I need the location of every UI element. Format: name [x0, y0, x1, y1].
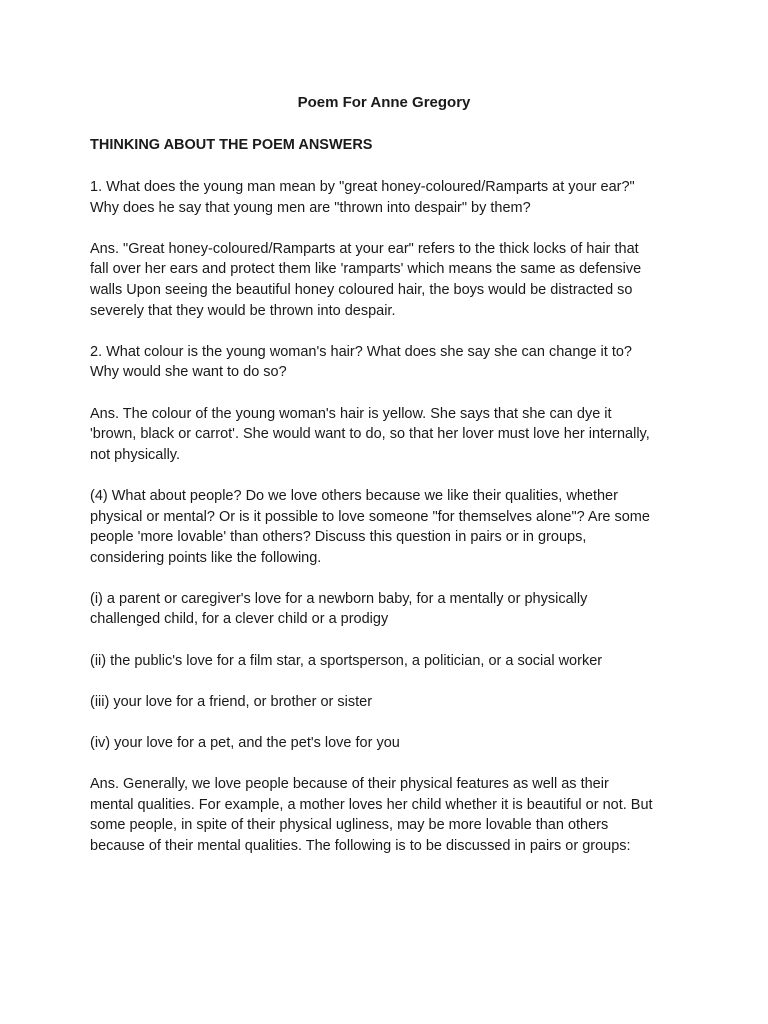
text-line: Ans. "Great honey-coloured/Ramparts at your ear" refers to the thick locks of hair that — [90, 240, 639, 257]
document-body — [90, 177, 690, 877]
text-line: considering points like the following. — [90, 549, 322, 566]
text-line: some people, in spite of their physical ugliness, may be more lovable than others — [90, 817, 609, 834]
paragraph — [90, 774, 690, 856]
text-line: fall over her ears and protect them like 'ramparts' which means the same as defensive — [90, 261, 642, 278]
text-line: Ans. Generally, we love people because of their physical features as well as their — [90, 776, 609, 793]
text-line: 2. What colour is the young woman's hair? What does she say she can change it to? — [90, 343, 632, 360]
text-line: (iv) your love for a pet, and the pet's love for you — [90, 735, 400, 752]
text-line: Why does he say that young men are "thrown into despair" by them? — [90, 199, 531, 216]
paragraph — [90, 342, 690, 383]
text-line: (iii) your love for a friend, or brother or sister — [90, 693, 373, 710]
document-title: Poem For Anne Gregory — [297, 94, 471, 111]
section-heading: THINKING ABOUT THE POEM ANSWERS — [90, 137, 373, 153]
text-line: (4) What about people? Do we love others because we like their qualities, whether — [90, 487, 618, 504]
paragraph — [90, 486, 690, 568]
text-line: 'brown, black or carrot'. She would want to do, so that her lover must love her internally, — [90, 426, 650, 443]
text-line: walls Upon seeing the beautiful honey coloured hair, the boys would be distracted so — [90, 281, 633, 298]
paragraph — [90, 651, 690, 672]
text-line: physical or mental? Or is it possible to love someone "for themselves alone"? Are some — [90, 508, 650, 525]
text-line: (i) a parent or caregiver's love for a newborn baby, for a mentally or physically — [90, 590, 588, 607]
text-line: because of their mental qualities. The following is to be discussed in pairs or groups: — [90, 838, 631, 854]
text-line: mental qualities. For example, a mother loves her child whether it is beautiful or not. But — [90, 796, 653, 813]
paragraph — [90, 239, 690, 321]
text-line: Why would she want to do so? — [90, 364, 287, 381]
paragraph — [90, 589, 690, 630]
paragraph — [90, 733, 690, 754]
text-line: (ii) the public's love for a film star, a sportsperson, a politician, or a social worker — [90, 652, 603, 669]
text-line: challenged child, for a clever child or a prodigy — [90, 611, 389, 628]
text-line: 1. What does the young man mean by "great honey-coloured/Ramparts at your ear?" — [90, 179, 635, 195]
text-line: severely that they would be thrown into despair. — [90, 302, 396, 319]
paragraph — [90, 692, 690, 713]
text-line: people 'more lovable' than others? Discuss this question in pairs or in groups, — [90, 529, 587, 546]
paragraph — [90, 177, 690, 218]
text-line: not physically. — [90, 446, 180, 463]
text-line: Ans. The colour of the young woman's hair is yellow. She says that she can dye it — [90, 405, 612, 422]
paragraph — [90, 404, 690, 466]
